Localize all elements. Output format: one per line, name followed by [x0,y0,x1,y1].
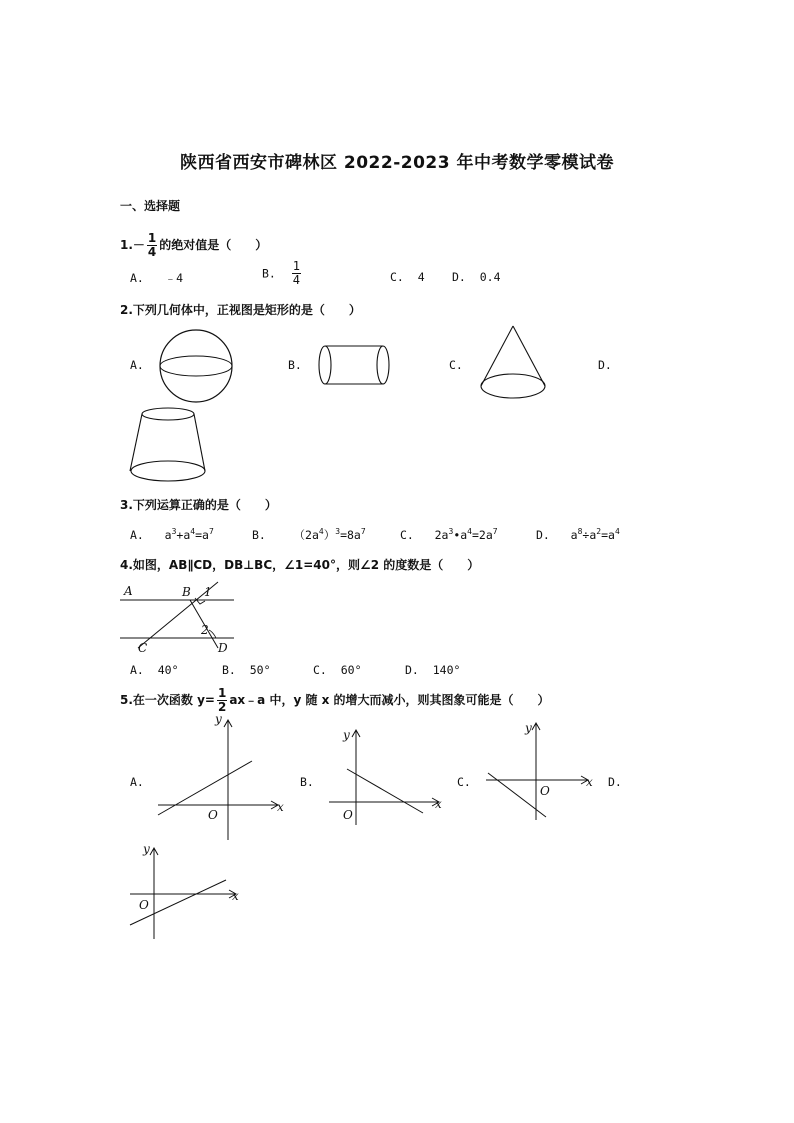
q4-option-b-label: B. [222,663,236,677]
label-B: B [182,585,191,599]
q5-label-b: B. [300,775,314,789]
sphere-figure [158,328,234,404]
q2-label-a: A. [130,358,144,372]
q4-option-d [405,663,460,677]
graph-c [482,720,597,825]
graph-c-origin: O [540,784,550,798]
q2-label-b: B. [288,358,302,372]
label-angle-2: 2 [201,623,209,637]
graph-a [150,712,290,845]
label-D: D [218,641,228,655]
q1-fraction [147,232,157,259]
question-5-stem [120,687,550,714]
graph-b-origin: O [343,808,353,822]
cylinder-figure [318,344,392,388]
label-angle-1: 1 [204,585,212,599]
q1-option-d-label: D. [452,270,466,284]
q5-prefix: 5.在一次函数 y= [120,693,215,707]
q2-label-d: D. [598,358,612,372]
q1-option-a [130,270,183,286]
label-C: C [138,641,148,655]
q3-option-d-label: D. [536,527,550,542]
q1-option-c [390,270,425,284]
q4-option-a-label: A. [130,663,144,677]
graph-b [325,727,445,827]
graph-d-x-label: x [232,889,239,903]
q1-option-b-fraction [292,260,301,287]
q4-option-c [313,663,362,677]
q4-option-c-value: 60° [340,663,362,677]
q4-option-d-label: D. [405,663,419,677]
q5-frac-den: 2 [217,700,227,714]
q5-label-d: D. [608,775,622,789]
graph-b-y-label: y [343,728,350,742]
q3-option-b-label: B. [252,528,266,542]
q1-option-b-label: B. [262,266,276,281]
graph-d [126,843,251,943]
q3-option-c-label: C. [400,527,414,542]
question-1-stem [120,232,267,259]
q3-option-d: D. $a^8\div a^2=a^4$ [536,527,620,542]
q5-suffix: ax﹣a 中，y 随 x 的增大而减小，则其图象可能是（ ） [229,693,550,707]
q1-suffix: 的绝对值是（ ） [159,238,268,252]
graph-a-y-label: y [215,712,222,726]
section-heading: 一、选择题 [120,199,181,213]
question-4-stem: 4.如图，AB∥CD，DB⊥BC，∠1=40°，则∠2 的度数是（ ） [120,558,480,572]
graph-a-x-label: x [277,800,284,814]
graph-d-y-label: y [143,842,150,856]
q1-option-b-num: 1 [292,259,300,273]
q3-option-a: A. $a^3+a^4=a^7$ [130,527,214,542]
q1-option-d-value: 0.4 [479,270,501,284]
q1-frac-num: 1 [147,231,157,245]
question-3-stem: 3.下列运算正确的是（ ） [120,498,277,512]
graph-c-y-label: y [525,721,532,735]
q4-option-b [222,663,271,677]
q5-fraction [217,687,227,714]
page-title: 陕西省西安市碑林区 2022-2023 年中考数学零模试卷 [179,153,615,173]
q4-option-c-label: C. [313,663,327,677]
frustum-figure [128,406,208,486]
q2-label-c: C. [449,358,463,372]
q5-label-c: C. [457,775,471,789]
graph-d-origin: O [139,898,149,912]
q1-option-b [262,260,303,287]
q4-option-d-value: 140° [432,663,461,677]
q1-option-c-value: 4 [417,270,425,284]
q1-prefix: 1.－ [120,238,145,252]
q1-option-a-value: ﹣4 [164,271,184,285]
q1-option-b-den: 4 [292,273,300,287]
q1-option-c-label: C. [390,270,404,284]
q3-option-c: C. $2a^3•a^4=2a^7$ [400,527,498,542]
q3-option-b: B. $(2a^4)^3=8a^7$ [252,527,366,542]
q5-label-a: A. [130,775,144,789]
q5-frac-num: 1 [217,686,227,700]
label-A: A [124,584,133,598]
graph-c-x-label: x [586,775,593,789]
q1-option-d [452,270,501,284]
q4-option-a [130,663,179,677]
question-2-stem: 2.下列几何体中，正视图是矩形的是（ ） [120,303,361,317]
q4-option-a-value: 40° [157,663,179,677]
q1-option-a-label: A. [130,271,144,285]
graph-a-origin: O [208,808,218,822]
q3-option-a-label: A. [130,527,144,542]
parallel-lines-figure [118,580,238,656]
q4-option-b-value: 50° [249,663,271,677]
q1-frac-den: 4 [147,245,157,259]
cone-figure [478,324,548,402]
graph-b-x-label: x [435,797,442,811]
